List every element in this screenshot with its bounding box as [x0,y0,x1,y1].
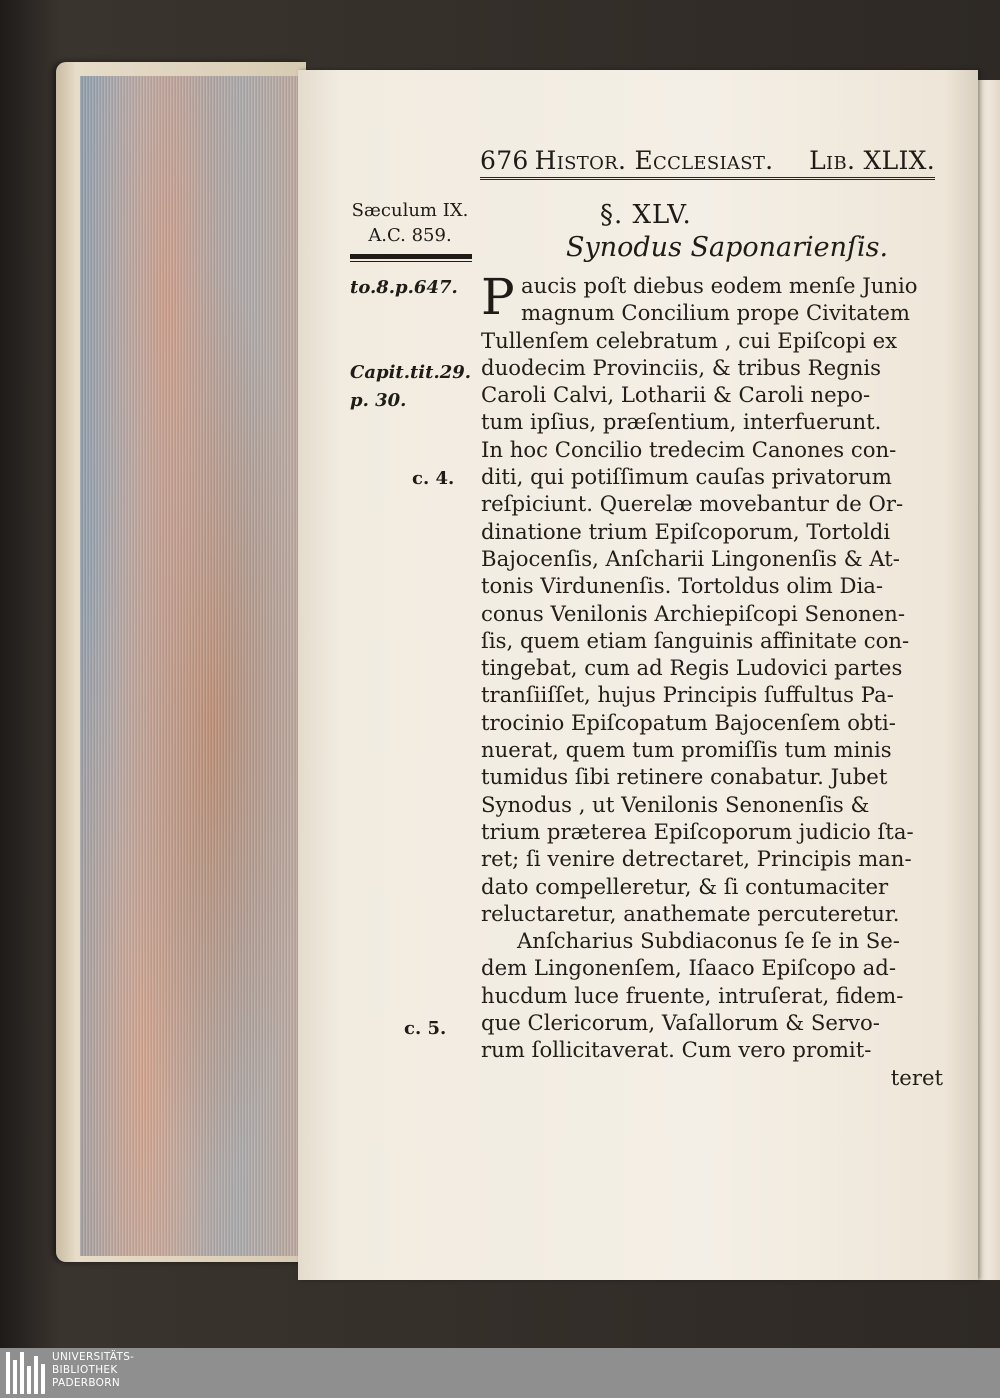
margin-note-canon-5: c. 5. [404,1018,447,1039]
text-line: trocinio Epiſcopatum Bajocenſem obti- [481,709,896,735]
text-line: tumidus ſibi retinere conabatur. Jubet [481,764,888,790]
library-footer [0,1348,1000,1398]
margin-note-page: p. 30. [350,390,407,411]
running-title: Histor. Ecclesiast. [534,146,774,175]
text-line: In hoc Concilio tredecim Canones con- [481,436,897,462]
text-line: reſpiciunt. Querelæ movebantur de Or- [481,491,904,517]
text-line: hucdum luce fruente, intruſerat, fidem- [481,982,904,1008]
era-year: A.C. 859. [368,225,452,246]
text-line: tingebat, cum ad Regis Ludovici partes [481,655,903,681]
margin-note-tome: to.8.p.647. [350,277,458,298]
text-line: Caroli Calvi, Lotharii & Caroli nepo- [481,382,871,408]
text-line: conus Venilonis Archiepiſcopi Senonen- [481,600,905,626]
page-edges [80,76,300,1256]
text-line: tonis Virdunenſis. Tortoldus olim Dia- [481,573,884,599]
text-line: nuerat, quem tum promiſſis tum minis [481,737,892,763]
text-line: Bajocenſis, Anſcharii Lingonenſis & At- [481,545,900,571]
text-line: ſis, quem etiam ſanguinis affinitate con- [481,627,910,653]
text-line: magnum Concilium prope Civitatem [521,300,910,326]
text-line: tum ipſius, præſentium, interfuerunt. [481,409,882,435]
page-number: 676 [480,146,529,175]
text-line: duodecim Provinciis, & tribus Regnis [481,354,882,380]
section-number: §. XLV. [600,200,692,230]
era-century: Sæculum IX. [351,200,469,221]
text-line: dem Lingonenſem, Iſaaco Epiſcopo ad- [481,955,897,981]
text-line: reluctaretur, anathemate percuteretur. [481,900,900,926]
text-line: Anſcharius Subdiaconus ſe ſe in Se- [517,928,900,954]
text-line: P aucis poſt diebus eodem menſe Junio [481,268,918,326]
text-line: que Clericorum, Vaſallorum & Servo- [481,1010,880,1036]
text-line: Synodus , ut Venilonis Senonenſis & [481,791,870,817]
text-line: diti, qui potiſſimum cauſas privatorum [481,464,892,490]
margin-note-capitulary: Capit.tit.29. [350,362,472,383]
text-line: tranſiiſſet, hujus Principis ſuffultus Pa- [481,682,894,708]
body-text [481,268,943,1091]
margin-rule [350,254,472,262]
margin-note-canon-4: c. 4. [412,468,455,489]
text-line: ret; ſi venire detrectaret, Principis man- [481,846,912,872]
drop-cap: P [481,268,515,326]
book-number: Lib. XLIX. [809,146,935,175]
text-line: rum ſollicitaverat. Cum vero promit- [481,1037,872,1063]
text-line: Tullenſem celebratum , cui Epiſcopi ex [481,327,898,353]
margin-era [345,198,475,248]
library-logo-icon [6,1352,44,1394]
text-line: trium præterea Epiſcoporum judicio ſta- [481,818,914,844]
section-title: Synodus Saponarienſis. [566,232,889,263]
library-name: UNIVERSITÄTS- BIBLIOTHEK PADERBORN [52,1351,135,1389]
catchword: teret [890,1064,943,1090]
running-header [480,140,935,180]
text-line: dato compelleretur, & ſi contumaciter [481,873,889,899]
text-line: dinatione trium Epiſcoporum, Tortoldi [481,518,891,544]
